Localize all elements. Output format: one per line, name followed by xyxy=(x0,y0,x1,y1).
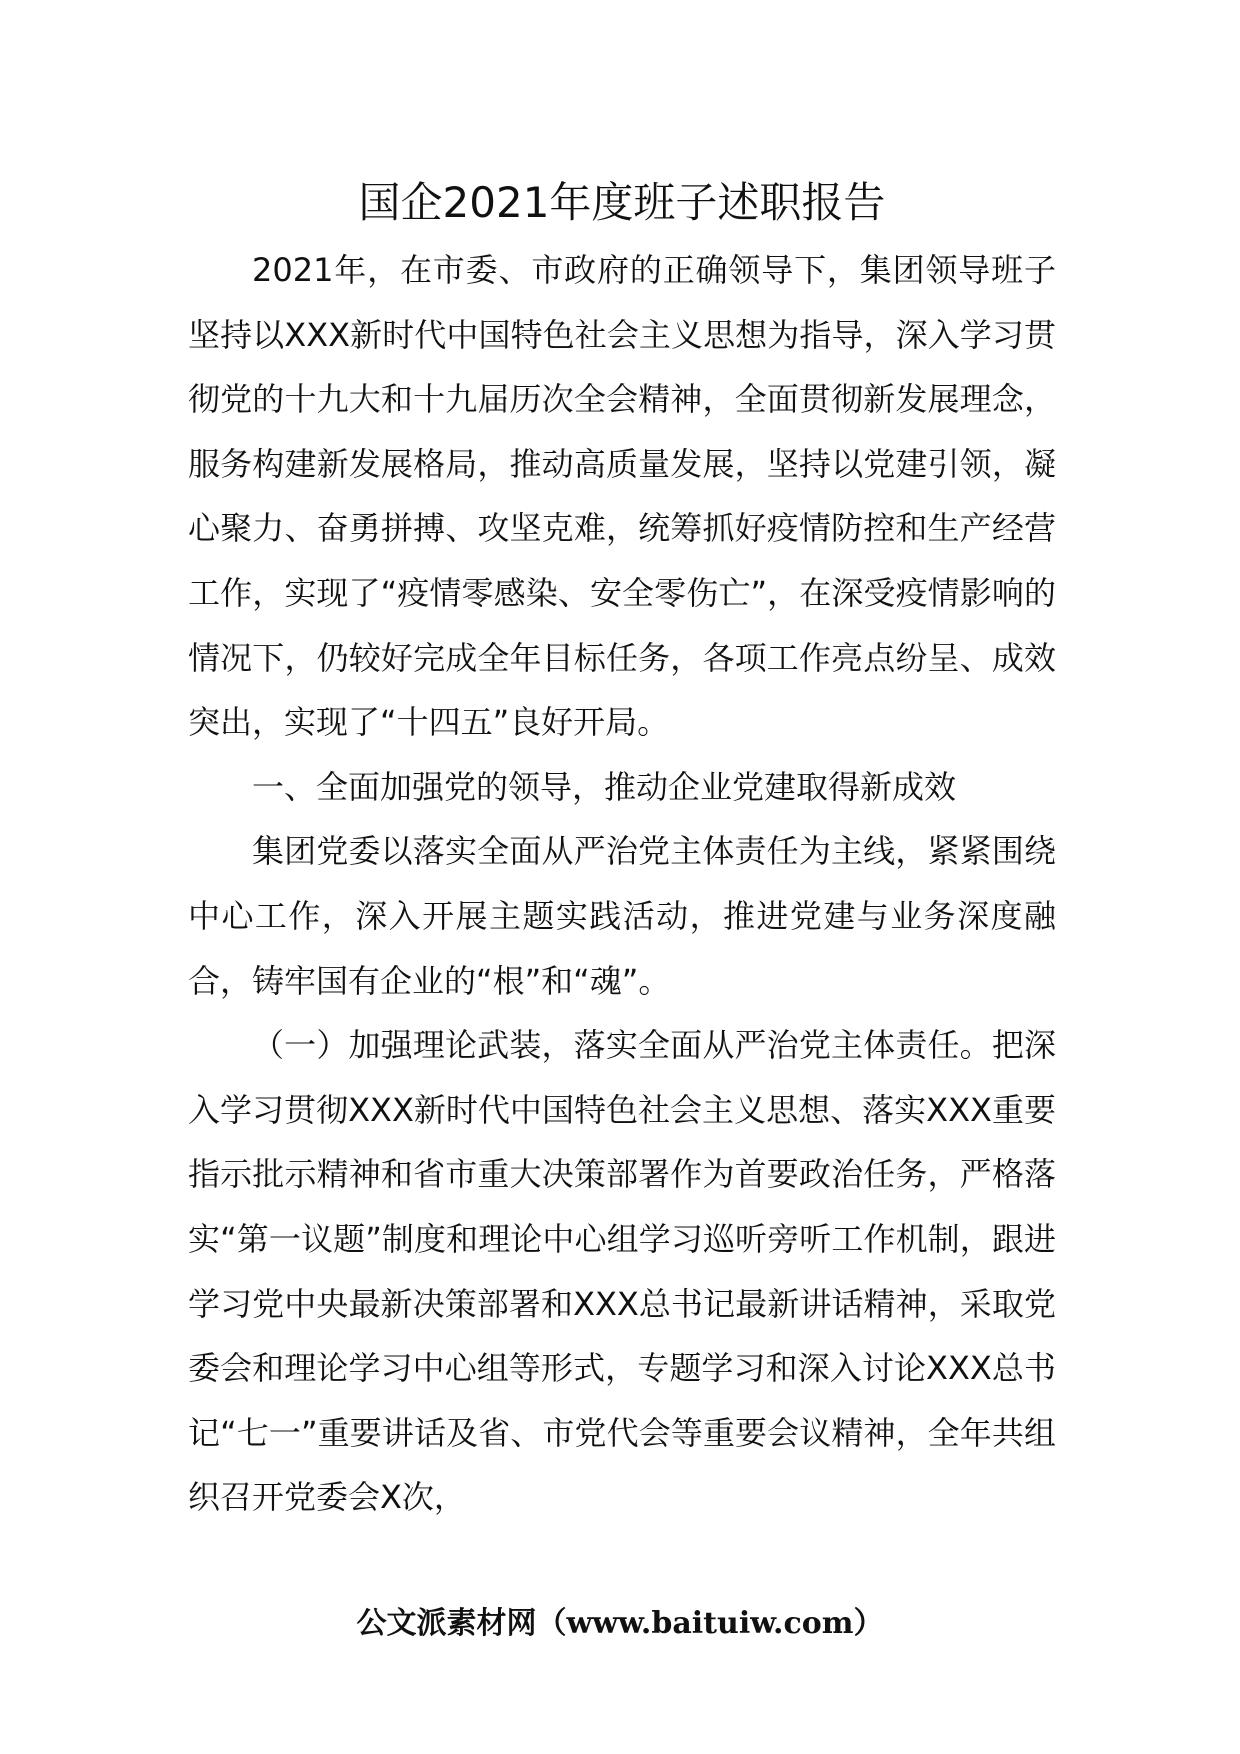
subsection-paragraph: （一）加强理论武装，落实全面从严治党主体责任。把深入学习贯彻XXX新时代中国特色社会主义思想、落实XXX重要指示批示精神和省市重大决策部署作为首要政治任务，严格落实“第一议题”制度和理论中心组学习巡听旁听工作机制，跟进学习党中央最新决策部署和XXX总书记最新讲话精神，采取党委会和理论学习中心组等形式，专题学习和深入讨论XXX总书记“七一”重要讲话及省、市党代会等重要会议精神，全年共组织召开党委会X次， xyxy=(188,1026,1056,1517)
intro-paragraph: 2021年，在市委、市政府的正确领导下，集团领导班子坚持以XXX新时代中国特色社会主义思想为指导，深入学习贯彻党的十九大和十九届历次全会精神，全面贯彻新发展理念，服务构建新发展格局，推动高质量发展，坚持以党建引领，凝心聚力、奋勇拼搏、攻坚克难，统筹抓好疫情防控和生产经营工作，实现了“疫情零感染、安全零伤亡”，在深受疫情影响的情况下，仍较好完成全年目标任务，各项工作亮点纷呈、成效突出，实现了“十四五”良好开局。 xyxy=(188,251,1056,742)
section-heading: 一、全面加强党的领导，推动企业党建取得新成效 xyxy=(252,767,957,806)
document-title: 国企2021年度班子述职报告 xyxy=(358,178,886,227)
footer-watermark: 公文派素材网（www.baituiw.com） xyxy=(356,1606,884,1641)
section-paragraph: 集团党委以落实全面从严治党主体责任为主线，紧紧围绕中心工作，深入开展主题实践活动，推进党建与业务深度融合，铸牢国有企业的“根”和“魂”。 xyxy=(188,832,1056,1000)
document-body xyxy=(188,168,1056,1530)
